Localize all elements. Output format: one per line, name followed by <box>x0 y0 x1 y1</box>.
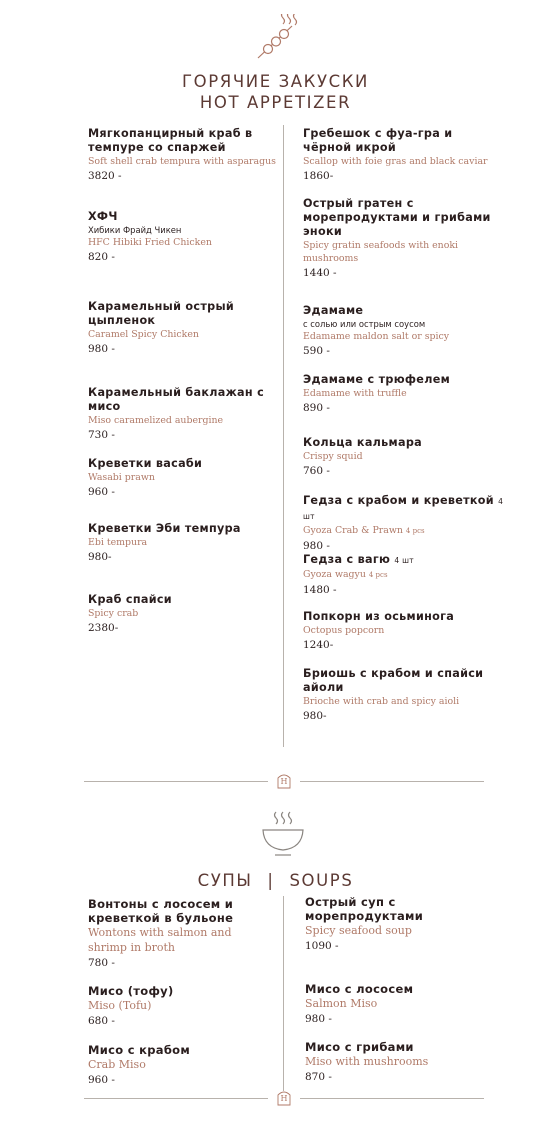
logo-letter: H <box>280 777 288 786</box>
soups-title-ru: СУПЫ <box>197 871 253 890</box>
menu-item <box>303 494 513 554</box>
item-price: 1440 - <box>303 267 337 279</box>
item-name-en: Edamame with truffle <box>303 388 407 399</box>
item-name-ru-text: Гедза с крабом и креветкой <box>303 494 494 507</box>
skewer-icon <box>252 14 300 62</box>
item-name-ru: Мисо с грибами <box>305 1040 414 1054</box>
item-subtitle: Хибики Фрайд Чикен <box>88 225 182 235</box>
divider-logo <box>277 773 291 789</box>
item-name-en: Edamame maldon salt or spicy <box>303 331 450 342</box>
item-name-ru: Острый гратен с морепродуктами и грибами эноки <box>303 197 491 238</box>
item-price: 590 - <box>303 345 330 357</box>
menu-item <box>303 197 503 281</box>
item-name-ru: Мисо с крабом <box>88 1043 191 1057</box>
item-price: 980- <box>88 551 112 563</box>
item-price: 890 - <box>303 402 330 414</box>
section-divider-right <box>300 1098 484 1099</box>
section-title-ru: ГОРЯЧИЕ ЗАКУСКИ <box>181 72 369 91</box>
column-divider <box>283 125 284 747</box>
item-price: 2380- <box>88 622 119 634</box>
item-price: 1860- <box>303 170 334 182</box>
item-name-en: Miso caramelized aubergine <box>88 415 224 426</box>
item-name-ru <box>303 494 513 524</box>
menu-item <box>88 984 268 1029</box>
menu-item <box>88 300 278 357</box>
item-name-ru: Попкорн из осьминога <box>303 610 455 623</box>
menu-item <box>88 386 278 443</box>
item-name-en: Miso (Tofu) <box>88 999 152 1012</box>
divider-logo <box>277 1090 291 1106</box>
item-count-ru: 4 шт <box>303 497 504 521</box>
item-name-en: Spicy crab <box>88 608 139 619</box>
item-price: 780 - <box>88 957 115 969</box>
item-name-ru: Бриошь с крабом и спайси айоли <box>303 667 484 694</box>
menu-item <box>88 522 278 565</box>
menu-item <box>305 1040 485 1085</box>
menu-item <box>305 895 485 954</box>
item-price: 980 - <box>88 343 115 355</box>
item-price: 3820 - <box>88 170 122 182</box>
menu-item <box>303 304 503 359</box>
item-price: 1480 - <box>303 584 337 596</box>
item-name-ru-text: Гедза с вагю <box>303 553 391 566</box>
menu-item <box>303 373 503 416</box>
item-name-ru: Гребешок с фуа-гра и чёрной икрой <box>303 127 453 154</box>
item-name-ru: Карамельный баклажан с мисо <box>88 386 265 413</box>
item-name-en: Caramel Spicy Chicken <box>88 329 199 340</box>
item-name-en: Wasabi prawn <box>88 472 155 483</box>
item-name-ru: Острый суп с морепродуктами <box>305 895 424 923</box>
item-name-en: Spicy seafood soup <box>305 924 412 937</box>
item-price: 730 - <box>88 429 115 441</box>
item-name-en: Octopus popcorn <box>303 625 385 636</box>
item-name-en: Ebi tempura <box>88 537 148 548</box>
item-name-ru: Мисо (тофу) <box>88 984 174 998</box>
item-price: 960 - <box>88 1074 115 1086</box>
item-name-en: Scallop with foie gras and black caviar <box>303 156 488 167</box>
item-name-ru: ХФЧ <box>88 210 118 223</box>
item-name-ru <box>303 553 503 568</box>
item-name-en-text: Gyoza Crab & Prawn <box>303 525 403 536</box>
menu-item <box>303 127 503 184</box>
item-name-en: Crab Miso <box>88 1058 146 1071</box>
item-name-en: Soft shell crab tempura with asparagus <box>88 156 276 167</box>
item-price: 980 - <box>303 540 330 552</box>
item-name-en: Wontons with salmon and shrimp in broth <box>88 926 232 954</box>
section-title-en: HOT APPETIZER <box>199 93 352 112</box>
item-name-en <box>303 524 513 538</box>
menu-item <box>88 1043 268 1088</box>
item-name-en: Brioche with crab and spicy aioli <box>303 696 460 707</box>
soups-title-en: SOUPS <box>289 871 354 890</box>
item-name-en: Crispy squid <box>303 451 363 462</box>
item-price: 820 - <box>88 251 115 263</box>
item-name-en: HFC Hibiki Fried Chicken <box>88 237 212 248</box>
item-name-ru: Креветки Эби темпура <box>88 522 241 535</box>
menu-item <box>88 457 278 500</box>
section-divider-left <box>84 1098 268 1099</box>
soup-bowl-icon <box>261 808 305 858</box>
item-count-ru: 4 шт <box>394 556 414 565</box>
item-name-ru: Мисо с лососем <box>305 982 414 996</box>
section-divider-right <box>300 781 484 782</box>
item-name-en: Miso with mushrooms <box>305 1055 429 1068</box>
item-price: 680 - <box>88 1015 115 1027</box>
item-name-ru: Эдамаме с трюфелем <box>303 373 451 386</box>
column-divider <box>283 896 284 1091</box>
item-price: 980 - <box>305 1013 332 1025</box>
item-name-en-text: Gyoza wagyu <box>303 569 366 580</box>
menu-item <box>303 436 503 479</box>
item-name-ru: Кольца кальмара <box>303 436 422 449</box>
menu-item <box>88 897 268 971</box>
menu-item <box>303 610 503 653</box>
item-price: 980- <box>303 710 327 722</box>
item-price: 960 - <box>88 486 115 498</box>
title-separator: | <box>267 871 275 890</box>
item-price: 1240- <box>303 639 334 651</box>
item-name-ru: Вонтоны с лососем и креветкой в бульоне <box>88 897 234 925</box>
section-divider-left <box>84 781 268 782</box>
item-count-en: 4 pcs <box>368 571 388 579</box>
logo-letter: H <box>280 1094 288 1103</box>
menu-item <box>88 593 278 636</box>
menu-item <box>305 982 485 1027</box>
menu-item <box>88 127 278 184</box>
item-count-en: 4 pcs <box>405 527 425 535</box>
menu-item <box>303 667 503 724</box>
item-name-en: Spicy gratin seafoods with enoki mushrooms <box>303 240 459 264</box>
item-name-ru: Карамельный острый цыпленок <box>88 300 234 327</box>
item-subtitle: с солью или острым соусом <box>303 319 426 329</box>
item-name-ru: Креветки васаби <box>88 457 203 470</box>
menu-item <box>303 553 503 598</box>
item-name-ru: Краб спайси <box>88 593 172 606</box>
item-name-ru: Эдамаме <box>303 304 364 317</box>
item-price: 870 - <box>305 1071 332 1083</box>
item-name-en: Salmon Miso <box>305 997 378 1010</box>
item-name-en <box>303 568 503 582</box>
item-name-ru: Мягкопанцирный краб в темпуре со спаржей <box>88 127 253 154</box>
menu-item <box>88 210 278 265</box>
soups-title <box>0 871 551 891</box>
item-price: 1090 - <box>305 940 339 952</box>
item-price: 760 - <box>303 465 330 477</box>
